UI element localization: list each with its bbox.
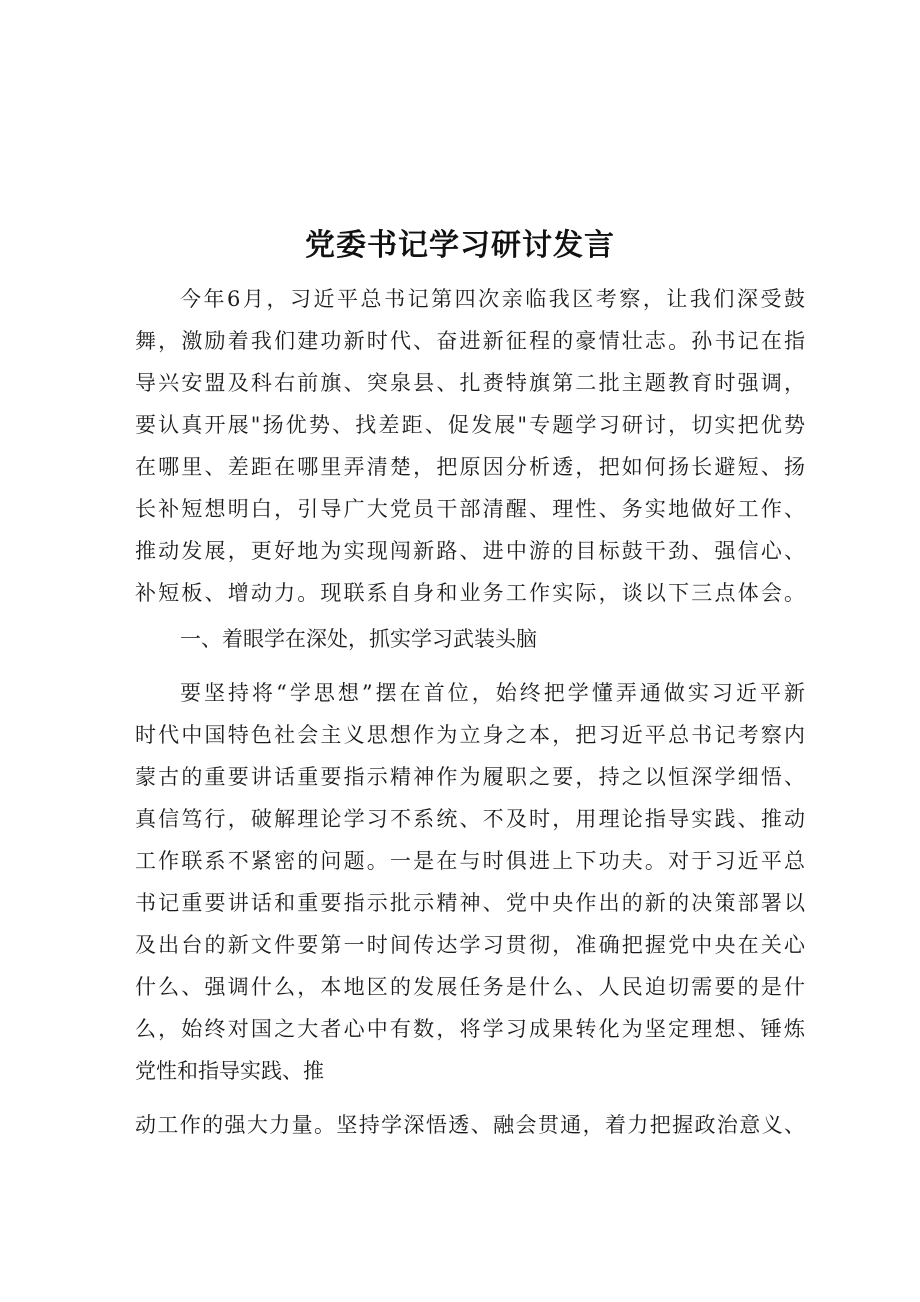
section-heading: 一、着眼学在深处，抓实学习武装头脑 — [180, 627, 537, 651]
paragraph-line: 要认真开展"扬优势、找差距、促发展"专题学习研讨，切实把优势 — [135, 413, 805, 437]
paragraph-line: 蒙古的重要讲话重要指示精神作为履职之要，持之以恒深学细悟、 — [135, 765, 805, 789]
paragraph-line: 真信笃行，破解理论学习不系统、不及时，用理论指导实践、推动 — [135, 807, 805, 831]
paragraph-line: 书记重要讲话和重要指示批示精神、党中央作出的新的决策部署以 — [135, 891, 805, 915]
paragraph-line: 党性和指导实践、推 — [135, 1059, 324, 1083]
document-title: 党委书记学习研讨发言 — [305, 228, 615, 263]
paragraph-line: 推动发展，更好地为实现闯新路、进中游的目标鼓干劲、强信心、 — [135, 539, 805, 563]
paragraph-line: 什么、强调什么，本地区的发展任务是什么、人民迫切需要的是什 — [135, 975, 805, 999]
paragraph-line: 时代中国特色社会主义思想作为立身之本，把习近平总书记考察内 — [135, 723, 805, 747]
paragraph-line: 导兴安盟及科右前旗、突泉县、扎赉特旗第二批主题教育时强调， — [135, 371, 805, 395]
paragraph-line: 动工作的强大力量。坚持学深悟透、融会贯通，着力把握政治意义、 — [135, 1113, 805, 1137]
paragraph-line: 今年6月，习近平总书记第四次亲临我区考察，让我们深受鼓 — [180, 287, 805, 311]
paragraph-line: 及出台的新文件要第一时间传达学习贯彻，准确把握党中央在关心 — [135, 933, 805, 957]
paragraph-line: 补短板、增动力。现联系自身和业务工作实际，谈以下三点体会。 — [135, 581, 805, 605]
paragraph-line: 舞，激励着我们建功新时代、奋进新征程的豪情壮志。孙书记在指 — [135, 329, 805, 353]
paragraph-line: 么，始终对国之大者心中有数，将学习成果转化为坚定理想、锤炼 — [135, 1017, 805, 1041]
paragraph-line: 工作联系不紧密的问题。一是在与时俱进上下功夫。对于习近平总 — [135, 849, 805, 873]
paragraph-line: 在哪里、差距在哪里弄清楚，把原因分析透，把如何扬长避短、扬 — [135, 455, 805, 479]
paragraph-line: 长补短想明白，引导广大党员干部清醒、理性、务实地做好工作、 — [135, 497, 805, 521]
paragraph-line: 要坚持将“学思想”摆在首位，始终把学懂弄通做实习近平新 — [180, 681, 805, 705]
